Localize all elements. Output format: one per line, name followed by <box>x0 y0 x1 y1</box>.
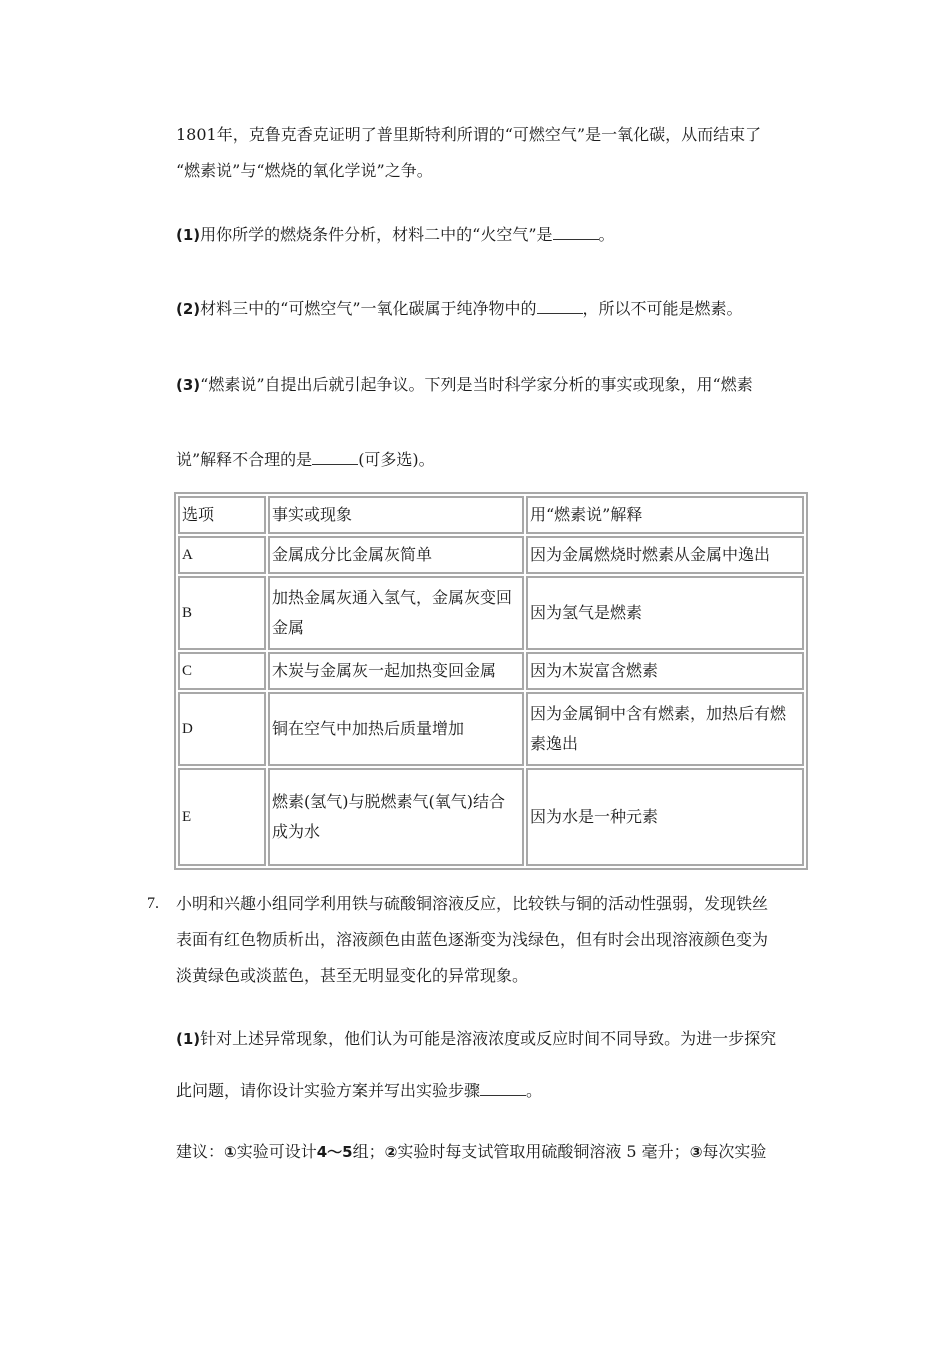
q7-sub1-text: 针对上述异常现象，他们认为可能是溶液浓度或反应时间不同导致。为进一步探究 <box>200 1029 777 1048</box>
answer-blank[interactable] <box>537 299 583 314</box>
answer-blank[interactable] <box>553 225 599 240</box>
sub-marker: (2) <box>176 300 201 318</box>
table-row <box>178 692 804 766</box>
q7-sub1-text-2: 此问题，请你设计实验方案并写出实验步骤 <box>176 1081 481 1100</box>
q6-sub3-line-1 <box>176 374 753 396</box>
q6-sub2 <box>176 298 743 320</box>
question-number: 7. <box>147 895 159 912</box>
q7-suggestion <box>176 1141 766 1163</box>
option-cell: A <box>178 536 266 574</box>
options-table <box>174 492 808 870</box>
intro-line-2: “燃素说”与“燃烧的氧化学说”之争。 <box>176 161 433 180</box>
suggestion-label: 建议： <box>176 1142 225 1161</box>
option-cell: B <box>178 576 266 650</box>
q6-sub2-text: 材料三中的“可燃空气”一氧化碳属于纯净物中的 <box>200 299 537 318</box>
q7-line-2: 表面有红色物质析出，溶液颜色由蓝色逐渐变为浅绿色，但有时会出现溶液颜色变为 <box>176 930 769 949</box>
q6-sub1-text: 用你所学的燃烧条件分析，材料二中的“火空气”是 <box>200 225 553 244</box>
q6-sub3-after: (可多选)。 <box>358 450 435 469</box>
explanation-cell: 因为水是一种元素 <box>526 768 804 866</box>
q6-sub1-after: 。 <box>598 225 615 244</box>
circled-number: ② <box>384 1143 398 1161</box>
fact-cell: 铜在空气中加热后质量增加 <box>268 692 524 766</box>
fact-cell: 燃素(氢气)与脱燃素气(氧气)结合成为水 <box>268 768 524 866</box>
q7-line-3: 淡黄绿色或淡蓝色，甚至无明显变化的异常现象。 <box>176 966 529 985</box>
q6-sub2-after: ，所以不可能是燃素。 <box>582 299 743 318</box>
suggestion-text: 实验可设计 <box>236 1142 317 1161</box>
suggestion-text: 实验时每支试管取用硫酸铜溶液 5 毫升； <box>397 1142 690 1161</box>
q6-sub3-line-2 <box>176 449 435 471</box>
suggestion-text: 组； <box>352 1142 385 1161</box>
header-cell: 事实或现象 <box>268 496 524 534</box>
header-cell: 选项 <box>178 496 266 534</box>
option-cell: C <box>178 652 266 690</box>
q7-line-1: 小明和兴趣小组同学利用铁与硫酸铜溶液反应，比较铁与铜的活动性强弱，发现铁丝 <box>176 894 769 913</box>
q7-sub1-line-1 <box>176 1028 776 1050</box>
circled-number: ③ <box>689 1143 703 1161</box>
sub-marker: (1) <box>176 1030 201 1048</box>
fact-cell: 木炭与金属灰一起加热变回金属 <box>268 652 524 690</box>
fact-cell: 金属成分比金属灰简单 <box>268 536 524 574</box>
header-cell: 用“燃素说”解释 <box>526 496 804 534</box>
explanation-cell: 因为金属铜中含有燃素，加热后有燃素逸出 <box>526 692 804 766</box>
explanation-cell: 因为氢气是燃素 <box>526 576 804 650</box>
q6-sub1 <box>176 224 615 246</box>
sub-marker: (3) <box>176 376 201 394</box>
table-row <box>178 536 804 574</box>
explanation-cell: 因为木炭富含燃素 <box>526 652 804 690</box>
circled-number: ① <box>224 1143 237 1161</box>
suggestion-text: 每次实验 <box>702 1142 767 1161</box>
explanation-cell: 因为金属燃烧时燃素从金属中逸出 <box>526 536 804 574</box>
q6-sub3-text-2: 说”解释不合理的是 <box>176 450 313 469</box>
answer-blank[interactable] <box>312 450 358 465</box>
option-cell: D <box>178 692 266 766</box>
table-row <box>178 576 804 650</box>
group-range: 4～5 <box>316 1143 353 1161</box>
sub-marker: (1) <box>176 226 201 244</box>
q6-sub3-text: “燃素说”自提出后就引起争议。下列是当时科学家分析的事实或现象，用“燃素 <box>200 375 753 394</box>
option-cell: E <box>178 768 266 866</box>
answer-blank[interactable] <box>480 1081 526 1096</box>
table-header-row <box>178 496 804 534</box>
table-row <box>178 652 804 690</box>
intro-line-1: 1801年，克鲁克香克证明了普里斯特利所谓的“可燃空气”是一氧化碳，从而结束了 <box>176 125 762 144</box>
fact-cell: 加热金属灰通入氢气，金属灰变回金属 <box>268 576 524 650</box>
q7-sub1-after: 。 <box>526 1081 543 1100</box>
table-row <box>178 768 804 866</box>
q7-sub1-line-2 <box>176 1080 542 1102</box>
